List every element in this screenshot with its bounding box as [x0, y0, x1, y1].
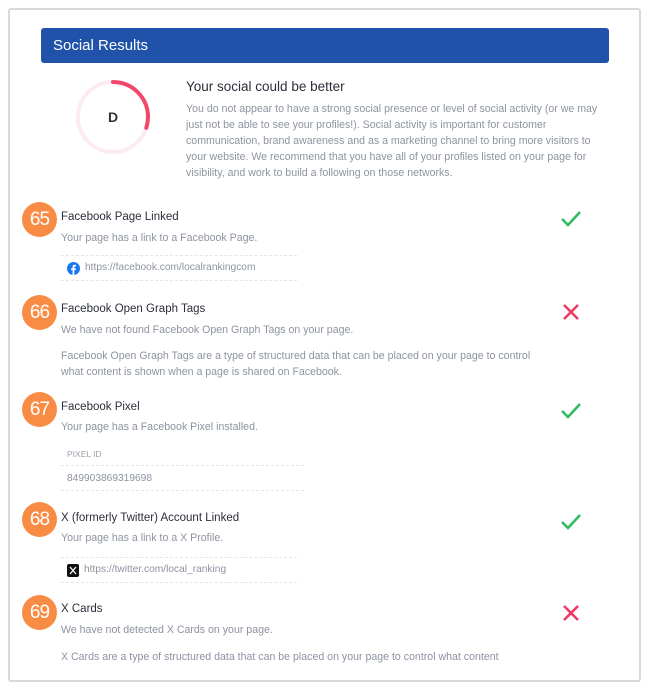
item-number-badge: 67 — [22, 392, 57, 427]
item-title: Facebook Open Graph Tags — [61, 303, 206, 315]
item-extra: Facebook Open Graph Tags are a type of structured data that can be placed on your page to control what content is shown when a page is shared on Facebook. — [61, 350, 531, 378]
pixel-id-value: 849903869319698 — [67, 473, 152, 484]
facebook-page-link[interactable]: https://facebook.com/localrankingcom — [85, 262, 256, 273]
item-desc: Your page has a link to a X Profile. — [61, 532, 224, 544]
item-title: X (formerly Twitter) Account Linked — [61, 512, 240, 524]
item-number-badge: 66 — [22, 295, 57, 330]
item-number-badge: 69 — [22, 595, 57, 630]
item-title: Facebook Pixel — [61, 401, 140, 413]
x-link-row — [61, 557, 297, 583]
summary-title: Your social could be better — [186, 79, 345, 94]
summary-text: You do not appear to have a strong social presence or level of social activity (or we may just not be able to see your profiles!). Social activity is important for customer communication, brand awareness and as a marketing channel to bring more visitors to your website. We recommend that you have all of your profiles listed on your page for visibility, and work to build a following on those networks. — [186, 103, 598, 179]
cross-icon — [560, 602, 582, 624]
item-desc: We have not detected X Cards on your page. — [61, 624, 273, 636]
x-icon — [67, 564, 79, 577]
item-number-badge: 68 — [22, 502, 57, 537]
check-icon — [560, 511, 582, 533]
item-number-badge: 65 — [22, 202, 57, 237]
cross-icon — [560, 301, 582, 323]
check-icon — [560, 400, 582, 422]
item-title: X Cards — [61, 603, 103, 615]
check-icon — [560, 208, 582, 230]
pixel-id-label: PIXEL ID — [67, 449, 102, 459]
item-desc: We have not found Facebook Open Graph Tags on your page. — [61, 324, 354, 336]
section-header: Social Results — [41, 28, 609, 63]
item-extra: X Cards are a type of structured data that can be placed on your page to control what content — [61, 651, 499, 663]
item-title: Facebook Page Linked — [61, 211, 179, 223]
x-profile-link[interactable]: https://twitter.com/local_ranking — [84, 564, 227, 575]
divider — [61, 490, 304, 491]
score-grade: D — [107, 109, 119, 125]
divider — [61, 465, 304, 466]
item-desc: Your page has a link to a Facebook Page. — [61, 232, 258, 244]
facebook-icon — [67, 262, 80, 275]
item-desc: Your page has a Facebook Pixel installed. — [61, 421, 258, 433]
facebook-link-row — [61, 255, 297, 281]
